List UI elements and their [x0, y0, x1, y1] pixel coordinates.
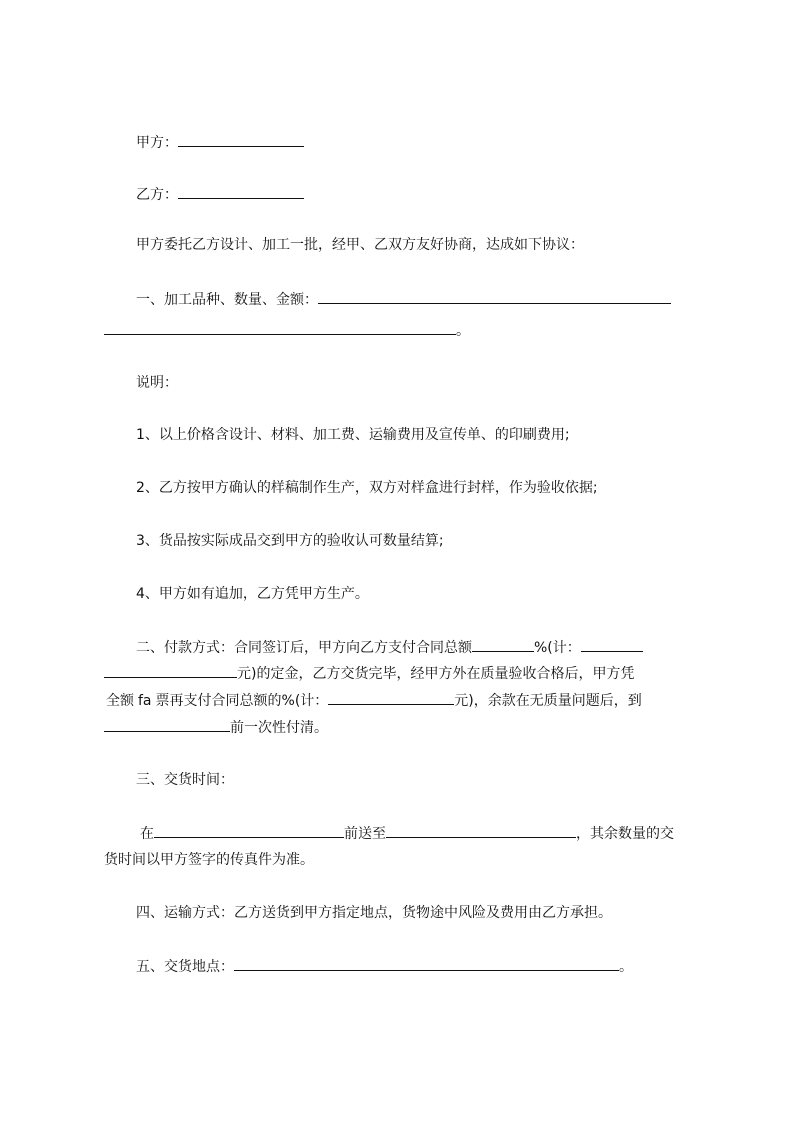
- section5-line: [136, 957, 733, 975]
- section1-line2: [104, 321, 701, 339]
- section2-line2: [104, 664, 701, 682]
- party-b-label: 乙方：: [136, 187, 178, 203]
- note-item-1: 1、以上价格含设计、材料、加工费、运输费用及宣传单、的印刷费用;: [136, 427, 570, 443]
- section2-amount-blank-1a[interactable]: [581, 638, 643, 652]
- section2-line4: [104, 718, 701, 736]
- section2-text-4: 全额: [106, 693, 134, 709]
- section2-text-6: 元)，余款在无质量问题后，到: [454, 693, 642, 709]
- party-b-blank[interactable]: [178, 185, 304, 199]
- section3-text-1: 在: [140, 826, 154, 842]
- section5-location-blank[interactable]: [234, 957, 619, 971]
- section1-line1: [136, 290, 701, 308]
- section2-text-2: %(计：: [534, 640, 581, 656]
- section3-title: 三、交货时间：: [136, 772, 234, 788]
- party-a-blank[interactable]: [178, 133, 304, 147]
- party-a-label: 甲方：: [136, 135, 178, 151]
- section2-text-5: 票再支付合同总额的%(计：: [155, 693, 329, 709]
- section2-amount-blank-2[interactable]: [328, 691, 454, 705]
- section2-text-7: 前一次性付清。: [230, 720, 328, 736]
- section1-blank-1[interactable]: [318, 290, 671, 304]
- intro-paragraph: 甲方委托乙方设计、加工一批，经甲、乙双方友好协商，达成如下协议：: [136, 237, 584, 253]
- section3-text-2: 前送至: [344, 826, 386, 842]
- section3-text-3: ，其余数量的交: [576, 826, 674, 842]
- party-b-line: [136, 185, 733, 203]
- party-a-line: [136, 133, 733, 151]
- section1-label: 一、加工品种、数量、金额：: [136, 292, 318, 308]
- section5-end: 。: [619, 959, 633, 975]
- section3-destination-blank[interactable]: [386, 824, 576, 838]
- section2-line1: [136, 638, 701, 656]
- section4-paragraph: 四、运输方式：乙方送货到甲方指定地点，货物途中风险及费用由乙方承担。: [136, 905, 612, 921]
- section1-blank-2[interactable]: [104, 321, 456, 335]
- section2-text-3: 元)的定金，乙方交货完毕，经甲方外在质量验收合格后，甲方凭: [237, 666, 635, 682]
- note-item-3: 3、货品按实际成品交到甲方的验收认可数量结算;: [136, 533, 444, 549]
- note-item-4: 4、甲方如有追加，乙方凭甲方生产。: [136, 586, 369, 602]
- section2-line3: [106, 691, 701, 709]
- note-item-2: 2、乙方按甲方确认的样稿制作生产，双方对样盒进行封样，作为验收依据;: [136, 480, 598, 496]
- section2-percent-blank[interactable]: [472, 638, 534, 652]
- section3-line2: 货时间以甲方签字的传真件为准。: [104, 852, 314, 868]
- section2-text-fa: fa: [138, 693, 152, 709]
- section3-date-blank[interactable]: [154, 824, 344, 838]
- section2-text-1: 二、付款方式：合同签订后，甲方向乙方支付合同总额: [136, 640, 472, 656]
- section3-line1: [140, 824, 701, 842]
- section2-amount-blank-1b[interactable]: [104, 664, 237, 678]
- notes-title: 说明：: [136, 375, 178, 391]
- section1-end: 。: [456, 323, 470, 339]
- section5-label: 五、交货地点：: [136, 959, 234, 975]
- section2-date-blank[interactable]: [104, 718, 230, 732]
